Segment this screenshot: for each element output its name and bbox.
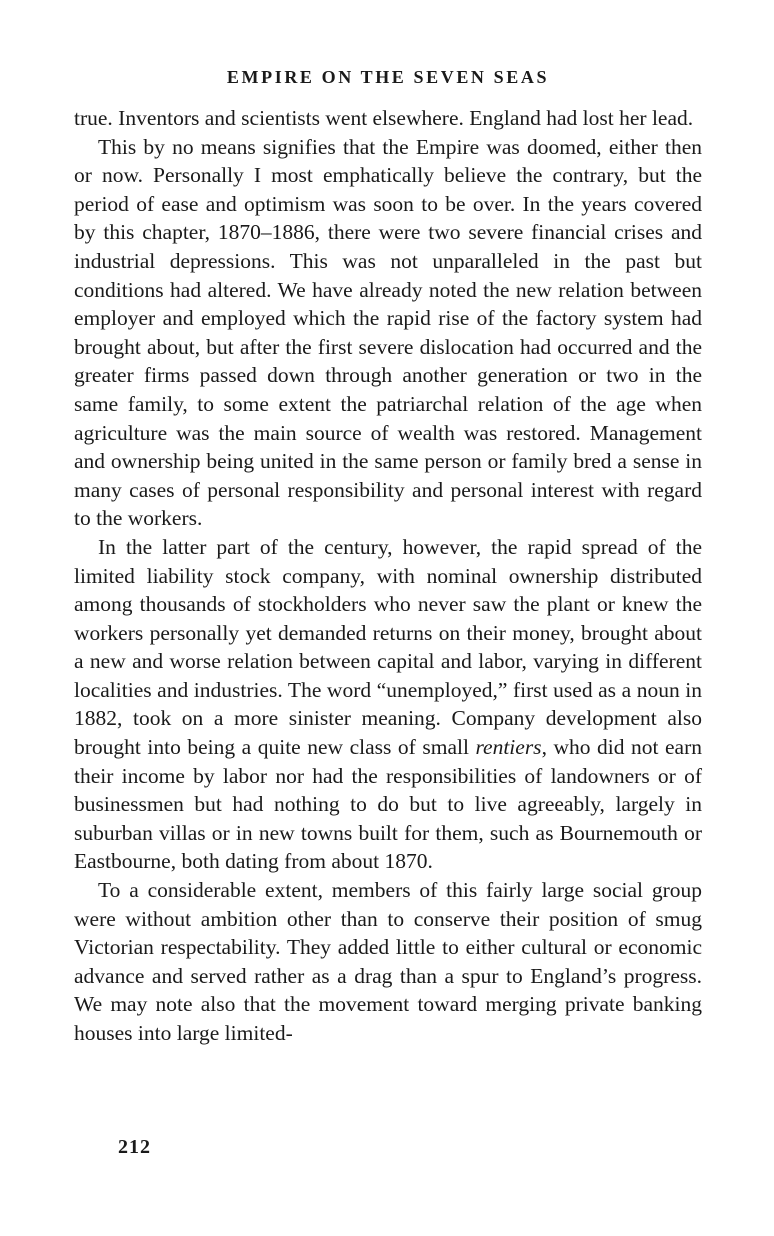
paragraph-3-text-before: In the latter part of the century, however, the rapid spread of the limited liability stock company, with nominal ownership distributed among thousands of stockholders who never saw the plant or knew the workers personally yet demanded returns on their money, brought about a new and worse relation between capital and labor, varying in different localities and industries. The word “unemployed,” first used as a noun in 1882, took on a more sinister meaning. Company development also brought into being a quite new class of small bbox=[74, 534, 702, 760]
page-number: 212 bbox=[118, 1136, 151, 1158]
paragraph-3-text-after: , who did not earn their income by labor nor had the responsibilities of landowners or of businessmen but had nothing to do but to live agreeably, largely in suburban villas or in new towns built for them, such as Bournemouth or Eastbourne, both dating from about 1870. bbox=[74, 735, 703, 874]
paragraph-3 bbox=[74, 533, 702, 876]
paragraph-1: true. Inventors and scientists went elsewhere. England had lost her lead. bbox=[74, 106, 694, 130]
paragraph-2: This by no means signifies that the Empire was doomed, either then or now. Personally I most emphatically believe the contrary, but the period of ease and optimism was soon to be over. In the years covered by this chapter, 1870–1886, there were two severe financial crises and industrial depressions. This was not unparalleled in the past but conditions had altered. We have already noted the new relation between employer and employed which the rapid rise of the factory system had brought about, but after the first severe dislocation had occurred and the greater firms passed down through another generation or two in the same family, to some extent the patriarchal relation of the age when agriculture was the main source of wealth was restored. Management and ownership being united in the same person or family bred a sense in many cases of personal responsibility and personal interest with regard to the workers. bbox=[74, 134, 702, 531]
paragraph-3-emphasis: rentiers bbox=[475, 735, 542, 760]
running-head: EMPIRE ON THE SEVEN SEAS bbox=[226, 67, 550, 87]
book-page bbox=[74, 62, 702, 1048]
paragraph-4: To a considerable extent, members of this fairly large social group were without ambition other than to conserve their position of smug Victorian respectability. They added little to either cultural or economic advance and served rather as a drag than a spur to England’s progress. We may note also that the movement toward merging private banking houses into large limited- bbox=[74, 878, 702, 1045]
